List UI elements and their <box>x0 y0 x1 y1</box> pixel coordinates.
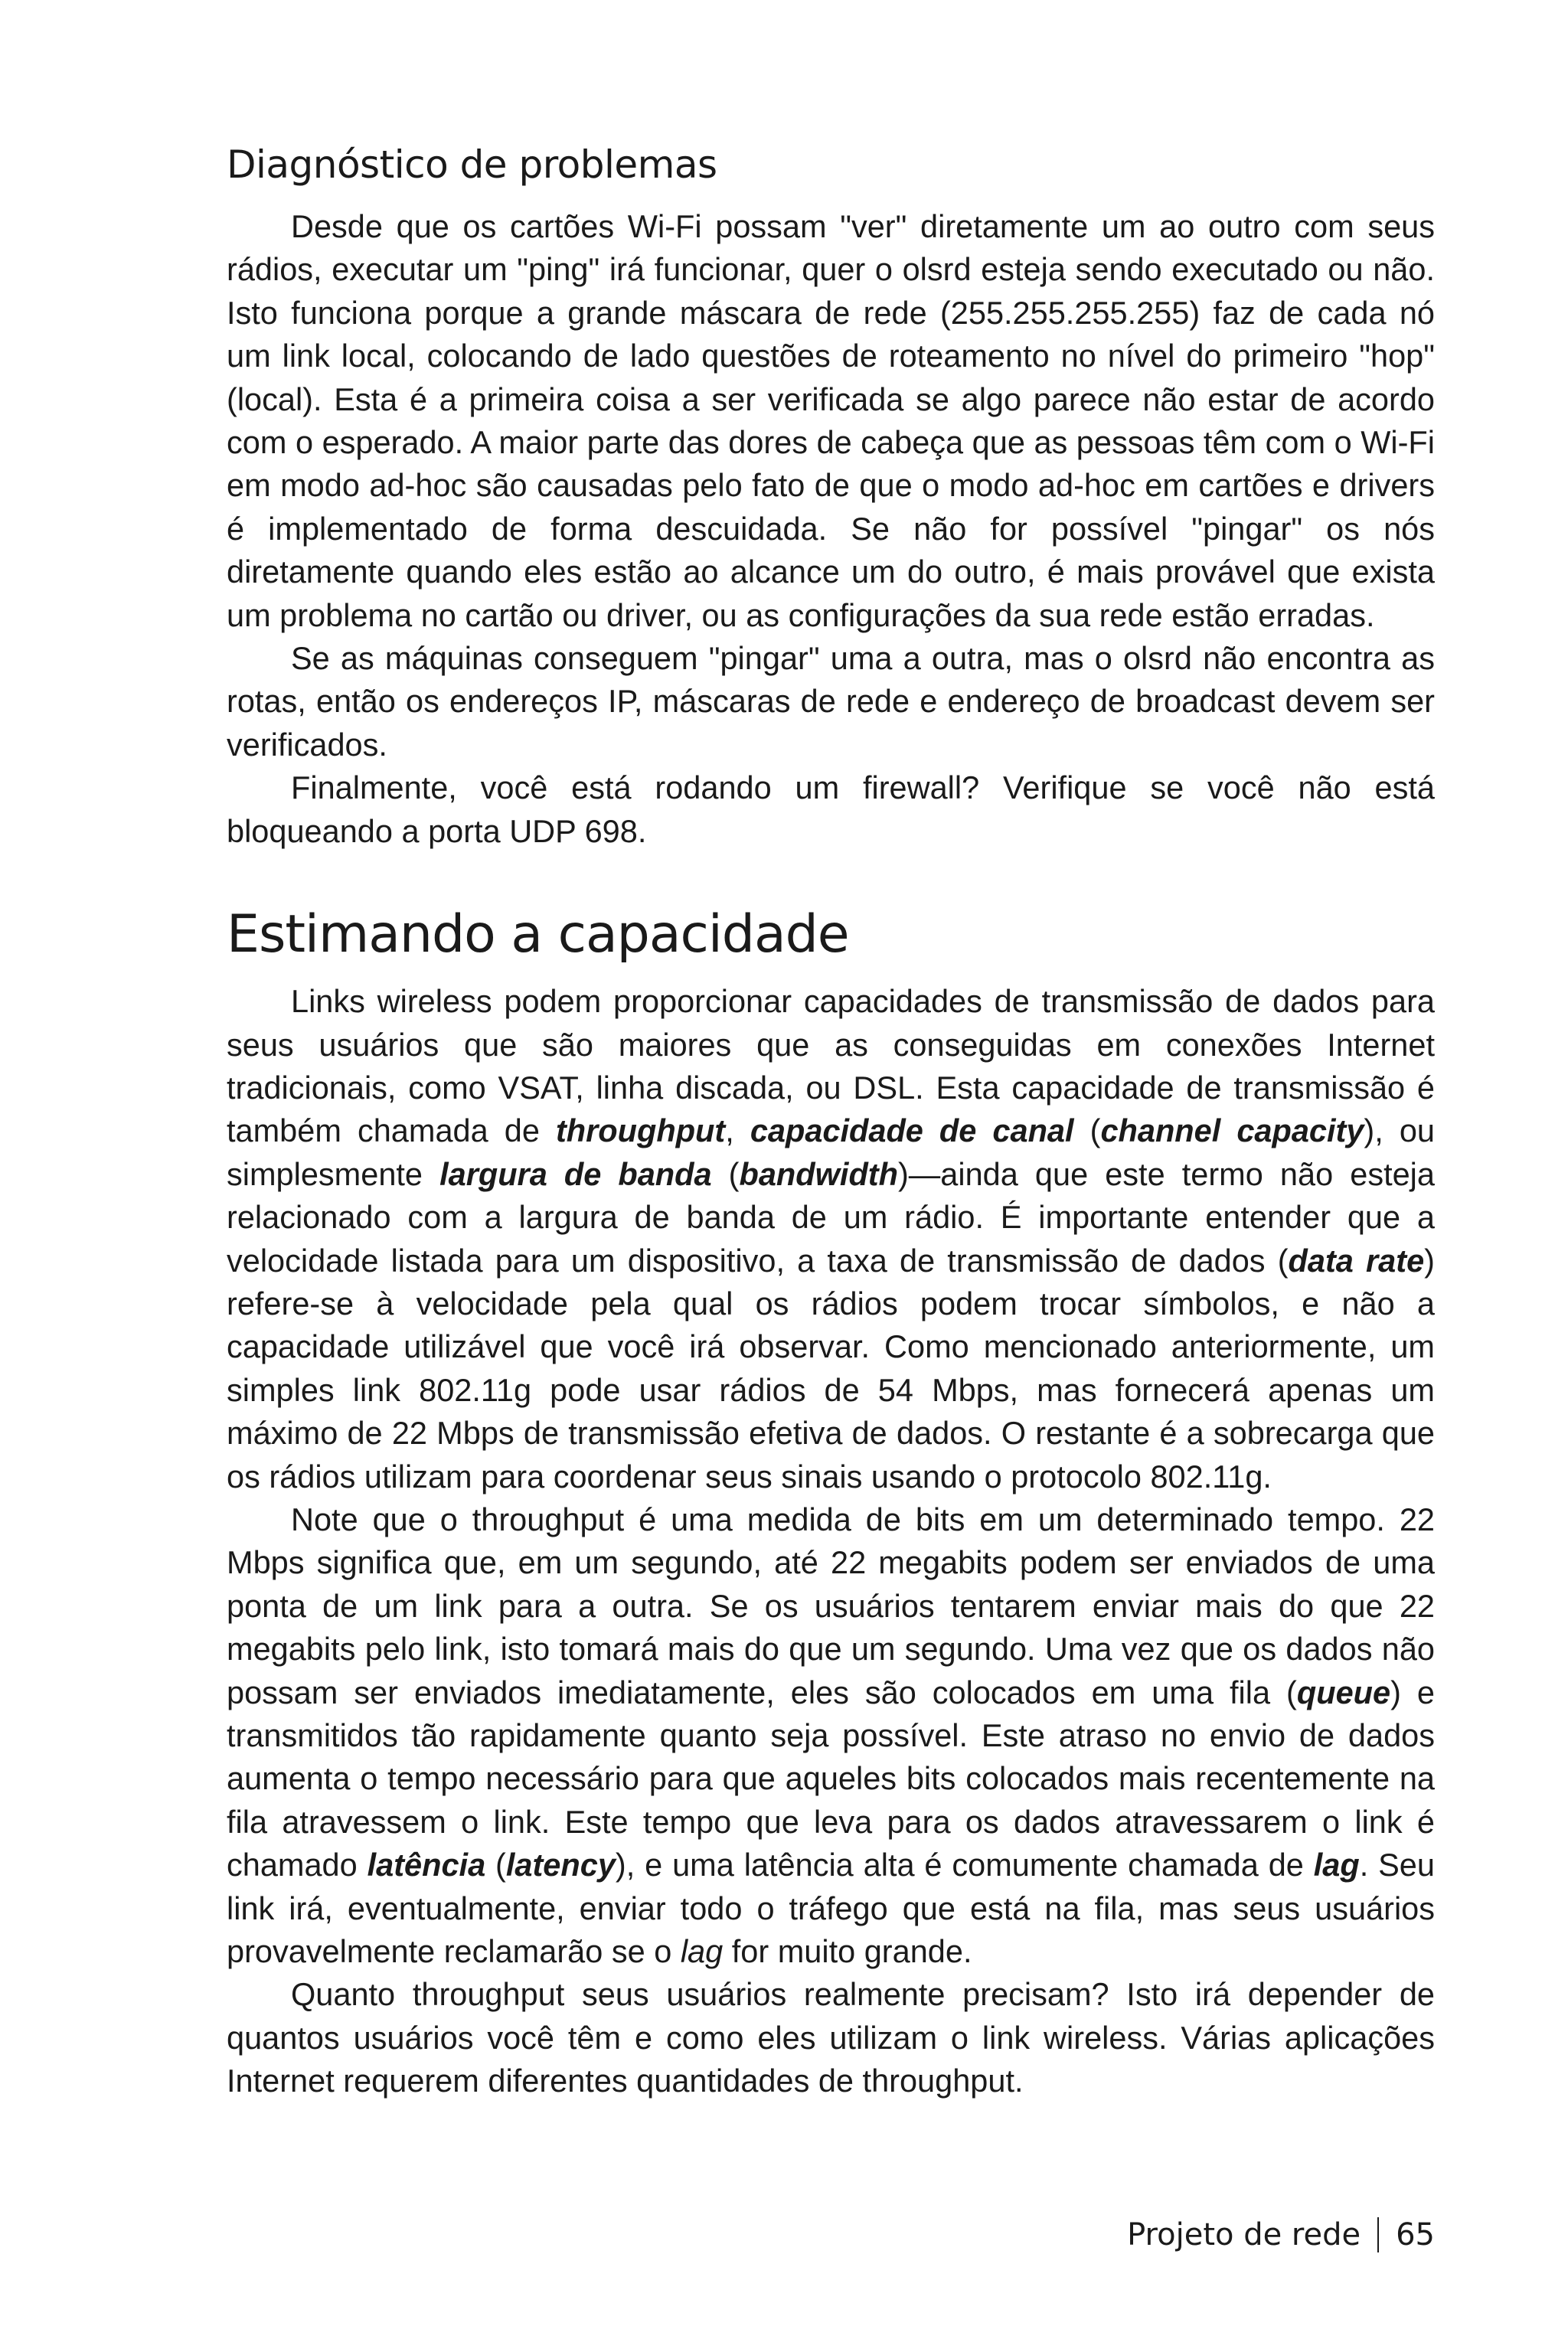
paragraph: Quanto throughput seus usuários realmente precisam? Isto irá depender de quantos usuários você têm e como eles utilizam o link wireless. Várias aplicações Internet requerem diferentes quantidades de throughput. <box>227 1976 1435 2099</box>
term-bold-italic: queue <box>1296 1674 1391 1710</box>
paragraph <box>227 980 1435 1498</box>
section-heading-diagnostico: Diagnóstico de problemas <box>227 142 717 187</box>
text-run: )—ainda que este termo não esteja relacionado com a largura de banda de um rádio. É importante entender que a velocidade listada para um dispositivo, a taxa de transmissão de dados ( <box>227 1155 1435 1279</box>
term-bold-italic: lag <box>1313 1847 1360 1883</box>
section-heading-capacidade: Estimando a capacidade <box>227 904 849 965</box>
page-body <box>227 138 1435 2103</box>
text-run: Note que o throughput é uma medida de bits em um determinado tempo. 22 Mbps significa que, em um segundo, até 22 megabits podem ser enviados de uma ponta de um link para a outra. Se os usuários tentarem enviar mais do que 22 megabits pelo link, isto tomará mais do que um segundo. Uma vez que os dados não possam ser enviados imediatamente, eles são colocados em uma fila ( <box>227 1501 1435 1710</box>
page-footer <box>1127 2217 1435 2252</box>
text-run: ) e transmitidos tão rapidamente quanto seja possível. Este atraso no envio de dados aumenta o tempo necessário para que aqueles bits colocados mais recentemente na fila atravessem o link. Este tempo que leva para os dados atravessarem o link é chamado <box>227 1674 1435 1883</box>
text-run: ( <box>711 1155 740 1192</box>
term-bold-italic: bandwidth <box>739 1155 898 1192</box>
paragraph <box>227 1498 1435 1973</box>
term-bold-italic: channel capacity <box>1100 1112 1364 1149</box>
text-run: ), e uma latência alta é comumente chamada de <box>615 1847 1314 1883</box>
text-run: ), ou simplesmente <box>227 1112 1435 1192</box>
text-run: ( <box>485 1847 506 1883</box>
chapter-title: Projeto de rede <box>1127 2217 1361 2252</box>
footer-divider <box>1377 2217 1379 2252</box>
text-run: ( <box>1073 1112 1101 1149</box>
term-bold-italic: data rate <box>1288 1242 1425 1279</box>
text-run: , <box>725 1112 750 1149</box>
term-italic: lag <box>680 1933 724 1970</box>
term-bold-italic: latência <box>367 1847 486 1883</box>
page-number: 65 <box>1396 2217 1435 2252</box>
text-run: Links wireless podem proporcionar capacidades de transmissão de dados para seus usuários que são maiores que as conseguidas em conexões Internet tradicionais, como VSAT, linha discada, ou DSL. Esta capacidade de transmissão é também chamada de <box>227 983 1435 1149</box>
term-bold-italic: latency <box>505 1847 616 1883</box>
term-bold-italic: capacidade de canal <box>750 1112 1074 1149</box>
text-run: . Seu link irá, eventualmente, enviar todo o tráfego que está na fila, mas seus usuários provavelmente reclamarão se o <box>227 1847 1435 1970</box>
term-bold-italic: throughput <box>555 1112 726 1149</box>
paragraph: Finalmente, você está rodando um firewall? Verifique se você não está bloqueando a porta UDP 698. <box>227 769 1435 849</box>
paragraph: Desde que os cartões Wi-Fi possam "ver" diretamente um ao outro com seus rádios, executar um "ping" irá funcionar, quer o olsrd esteja sendo executado ou não. Isto funciona porque a grande máscara de rede (255.255.255.255) faz de cada nó um link local, colocando de lado questões de roteamento no nível do primeiro "hop" (local). Esta é a primeira coisa a ser verificada se algo parece não estar de acordo com o esperado. A maior parte das dores de cabeça que as pessoas têm com o Wi-Fi em modo ad-hoc são causadas pelo fato de que o modo ad-hoc em cartões e drivers é implementado de forma descuidada. Se não for possível "pingar" os nós diretamente quando eles estão ao alcance um do outro, é mais provável que exista um problema no cartão ou driver, ou as configurações da sua rede estão erradas. <box>227 208 1435 633</box>
paragraph: Se as máquinas conseguem "pingar" uma a outra, mas o olsrd não encontra as rotas, então os endereços IP, máscaras de rede e endereço de broadcast devem ser verificados. <box>227 640 1435 763</box>
text-run: for muito grande. <box>723 1933 972 1970</box>
text-run: ) refere-se à velocidade pela qual os rádios podem trocar símbolos, e não a capacidade utilizável que você irá observar. Como mencionado anteriormente, um simples link 802.11g pode usar rádios de 54 Mbps, mas fornecerá apenas um máximo de 22 Mbps de transmissão efetiva de dados. O restante é a sobrecarga que os rádios utilizam para coordenar seus sinais usando o protocolo 802.11g. <box>227 1242 1435 1494</box>
term-bold-italic: largura de banda <box>439 1155 712 1192</box>
